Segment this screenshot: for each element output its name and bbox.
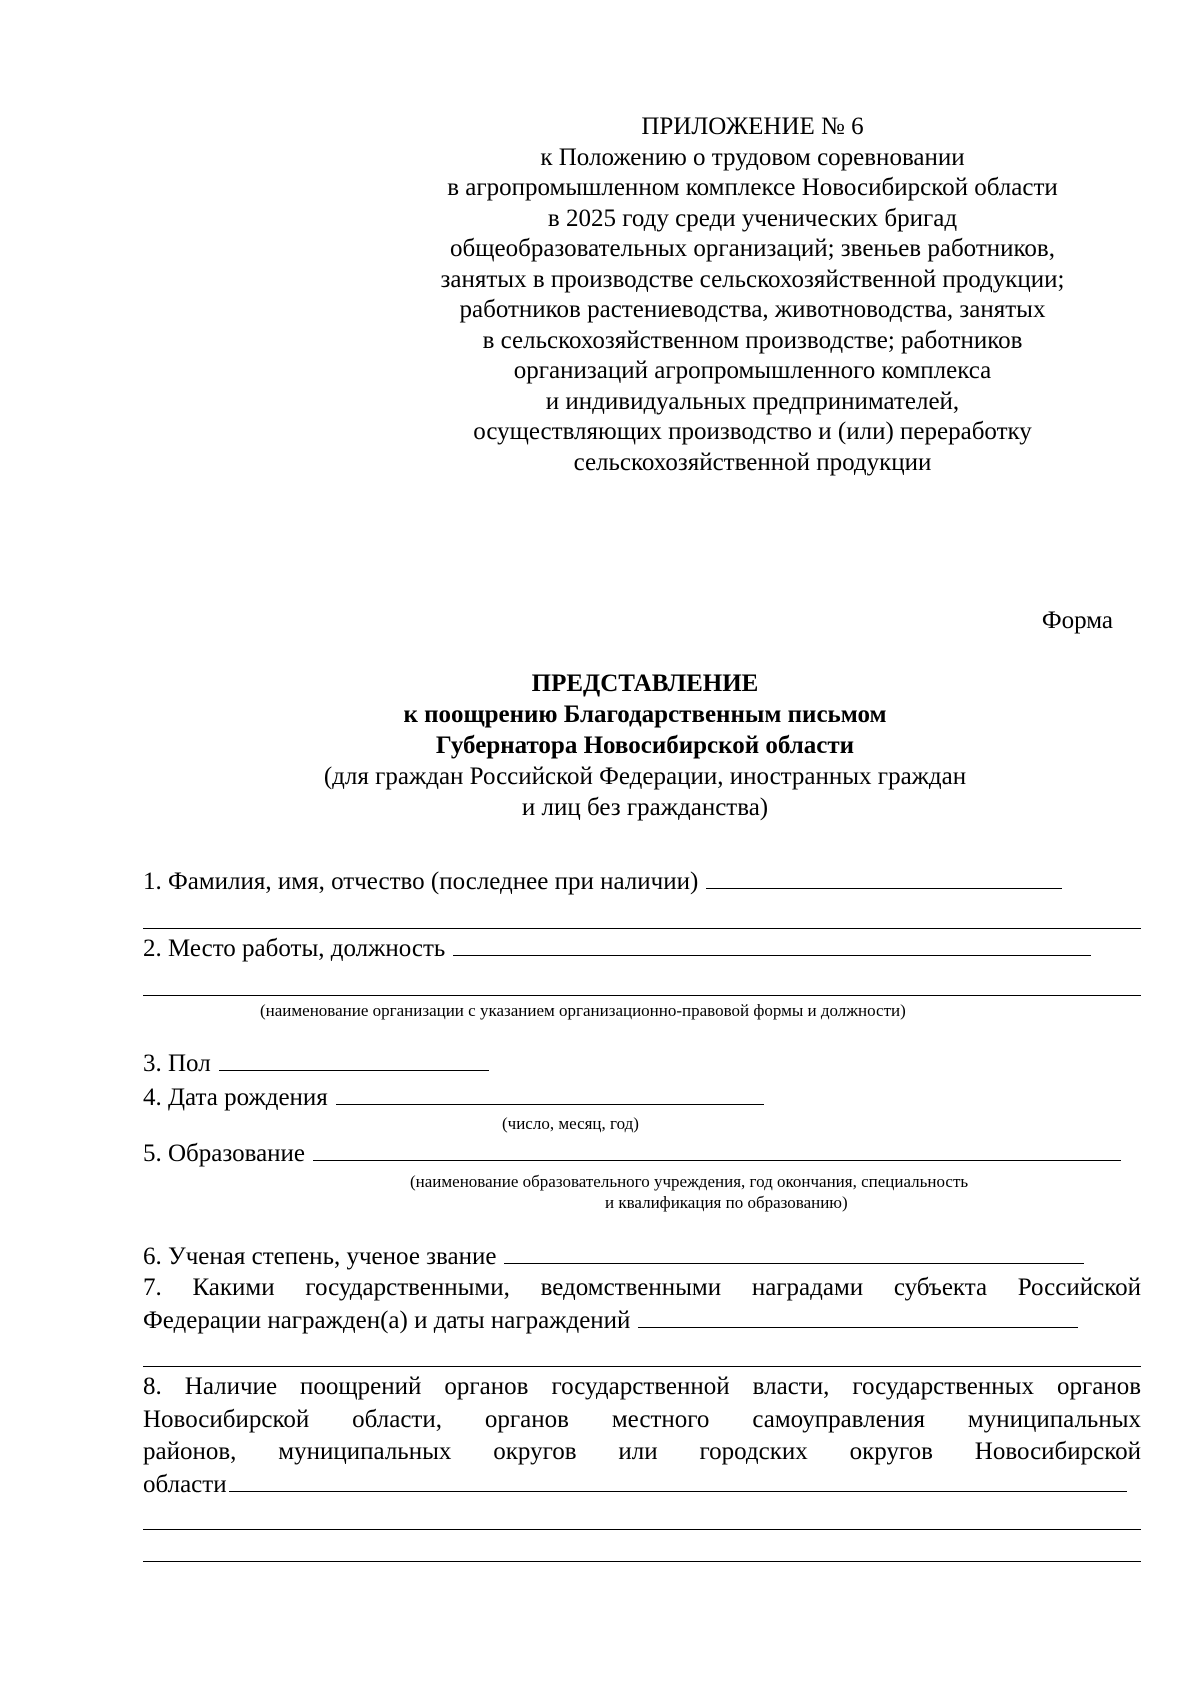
title-note: и лиц без гражданства) bbox=[521, 794, 769, 821]
field-academic-degree bbox=[143, 1241, 1143, 1272]
title-subheading: Губернатора Новосибирской области bbox=[435, 732, 855, 759]
field-gender bbox=[143, 1048, 1143, 1079]
title-heading: ПРЕДСТАВЛЕНИЕ bbox=[531, 670, 759, 697]
incentives-blank-line[interactable] bbox=[143, 1529, 1141, 1530]
incentives-label-line: Новосибирской области, органов местного самоуправления муниципальных bbox=[143, 1405, 1141, 1433]
field-label: 3. Пол bbox=[143, 1050, 211, 1077]
incentives-blank-line[interactable] bbox=[143, 1561, 1141, 1562]
academic-degree-blank[interactable] bbox=[504, 1241, 1084, 1264]
awards-blank-line[interactable] bbox=[143, 1366, 1141, 1367]
field-label: 4. Дата рождения bbox=[143, 1084, 328, 1111]
appendix-line: ПРИЛОЖЕНИЕ № 6 bbox=[641, 113, 864, 140]
field-label: Федерации награжден(а) и даты награждений bbox=[143, 1307, 631, 1334]
appendix-line: занятых в производстве сельскохозяйственной продукции; bbox=[440, 265, 1065, 293]
appendix-line: к Положению о трудовом соревновании bbox=[540, 143, 965, 171]
field-label: области bbox=[143, 1471, 227, 1498]
field-incentives bbox=[143, 1371, 1141, 1469]
appendix-line: и индивидуальных предпринимателей, bbox=[545, 387, 960, 415]
appendix-header bbox=[420, 112, 1085, 478]
field-label: 5. Образование bbox=[143, 1140, 306, 1167]
appendix-line: работников растениеводства, животноводства, занятых bbox=[459, 296, 1046, 323]
field-label: 6. Ученая степень, ученое звание bbox=[143, 1243, 497, 1270]
appendix-line: в агропромышленном комплексе Новосибирской области bbox=[447, 174, 1058, 201]
education-caption: (наименование образовательного учреждения, год окончания, специальность bbox=[410, 1172, 969, 1191]
workplace-caption: (наименование организации с указанием организационно-правовой формы и должности) bbox=[260, 1001, 906, 1020]
field-full-name bbox=[143, 866, 1143, 897]
gender-blank[interactable] bbox=[219, 1048, 489, 1071]
form-label: Форма bbox=[1041, 607, 1113, 634]
full-name-blank-line[interactable] bbox=[143, 928, 1141, 929]
field-label: 1. Фамилия, имя, отчество (последнее при наличии) bbox=[143, 868, 699, 895]
workplace-blank[interactable] bbox=[453, 933, 1091, 956]
incentives-label-line: 8. Наличие поощрений органов государственной власти, государственных органов bbox=[143, 1373, 1141, 1400]
education-caption: и квалификация по образованию) bbox=[605, 1193, 848, 1212]
incentives-label-line: районов, муниципальных округов или городских округов Новосибирской bbox=[143, 1438, 1141, 1465]
birth-date-caption: (число, месяц, год) bbox=[502, 1114, 639, 1133]
field-education bbox=[143, 1138, 1143, 1169]
appendix-line: осуществляющих производство и (или) переработку bbox=[473, 418, 1032, 445]
field-awards bbox=[143, 1272, 1141, 1305]
title-subheading: к поощрению Благодарственным письмом bbox=[403, 701, 887, 728]
appendix-line: общеобразовательных организаций; звеньев работников, bbox=[450, 235, 1055, 262]
field-workplace bbox=[143, 933, 1143, 964]
field-incentives-last-line bbox=[143, 1469, 1143, 1500]
field-birth-date bbox=[143, 1082, 1143, 1113]
awards-label-line: 7. Какими государственными, ведомственными наградами субъекта Российской bbox=[143, 1274, 1141, 1301]
full-name-blank[interactable] bbox=[706, 866, 1062, 889]
document-title bbox=[0, 668, 1200, 823]
field-awards-second-line bbox=[143, 1305, 1143, 1336]
appendix-line: в сельскохозяйственном производстве; работников bbox=[482, 326, 1023, 354]
appendix-line: организаций агропромышленного комплекса bbox=[513, 357, 992, 384]
education-blank[interactable] bbox=[313, 1138, 1121, 1161]
incentives-blank[interactable] bbox=[229, 1469, 1127, 1492]
title-note: (для граждан Российской Федерации, иностранных граждан bbox=[323, 763, 967, 790]
birth-date-blank[interactable] bbox=[336, 1082, 764, 1105]
field-label: 2. Место работы, должность bbox=[143, 935, 446, 962]
awards-blank[interactable] bbox=[638, 1305, 1078, 1328]
appendix-line: сельскохозяйственной продукции bbox=[573, 448, 932, 476]
appendix-line: в 2025 году среди ученических бригад bbox=[547, 204, 958, 232]
workplace-blank-line[interactable] bbox=[143, 995, 1141, 996]
